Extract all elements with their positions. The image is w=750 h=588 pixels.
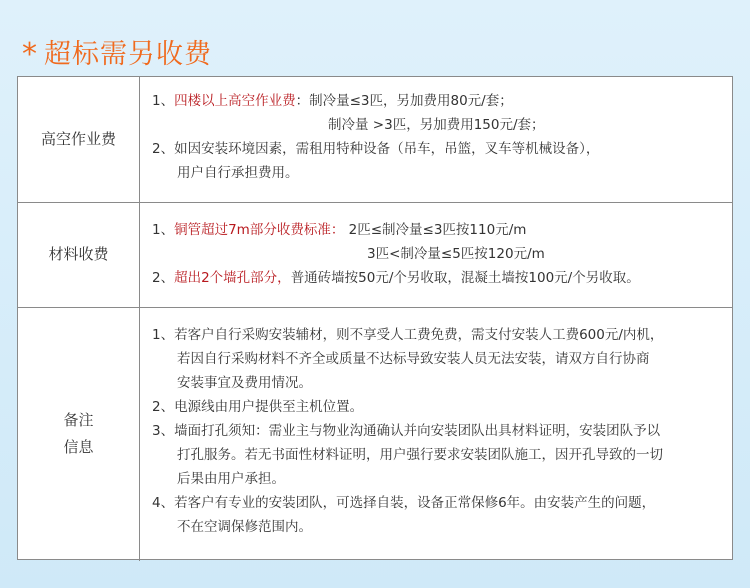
list-item: 若因自行采购材料不齐全或质量不达标导致安装人员无法安装，请双方自行协商 <box>177 351 650 367</box>
item-text: ：制冷量≤3匹，另加费用80元/套； <box>295 93 513 109</box>
list-item: 打孔服务。若无书面性材料证明，用户强行要求安装团队施工，因开孔导致的一切 <box>177 447 663 463</box>
table-row-material-fee <box>18 202 732 308</box>
asterisk-icon: * <box>22 37 38 72</box>
item-number: 1、 <box>152 93 175 109</box>
list-item: 安装事宜及费用情况。 <box>177 375 312 391</box>
page-title <box>22 32 212 71</box>
list-item: 用户自行承担费用。 <box>177 165 299 181</box>
list-item: 后果由用户承担。 <box>177 471 285 487</box>
highlight-text: 超出2个墙孔部分， <box>174 270 291 286</box>
item-text: 2匹≤制冷量≤3匹按110元/m <box>344 222 527 238</box>
list-item <box>152 218 526 242</box>
row-content <box>140 77 732 202</box>
item-text: 普通砖墙按50元/个另收取，混凝土墙按100元/个另收取。 <box>290 270 640 286</box>
list-item: 不在空调保修范围内。 <box>177 519 312 535</box>
list-item: 制冷量 >3匹，另加费用150元/套； <box>328 117 545 133</box>
row-label-line: 备注 <box>63 411 94 429</box>
list-item <box>152 266 640 290</box>
row-content <box>140 307 732 561</box>
fee-table <box>17 76 733 560</box>
row-label: 材料收费 <box>18 202 140 307</box>
list-item: 1、若客户自行采购安装辅材，则不享受人工费免费，需支付安装人工费600元/内机， <box>152 327 664 343</box>
page-title-text: 超标需另收费 <box>44 39 212 70</box>
list-item: 3匹<制冷量≤5匹按120元/m <box>367 246 545 262</box>
row-label-line: 信息 <box>63 438 94 456</box>
list-item: 4、若客户有专业的安装团队，可选择自装，设备正常保修6年。由安装产生的问题， <box>152 495 656 511</box>
list-item: 3、墙面打孔须知：需业主与物业沟通确认并向安装团队出具材料证明，安装团队予以 <box>152 423 661 439</box>
row-content <box>140 202 732 307</box>
table-row-remarks <box>18 307 732 561</box>
item-number: 2、 <box>152 270 175 286</box>
row-label: 高空作业费 <box>18 77 140 202</box>
row-label <box>18 307 140 561</box>
highlight-text: 四楼以上高空作业费 <box>174 93 296 109</box>
list-item: 2、如因安装环境因素，需租用特种设备（吊车，吊篮，叉车等机械设备）， <box>152 141 600 157</box>
item-number: 1、 <box>152 222 175 238</box>
list-item: 2、电源线由用户提供至主机位置。 <box>152 399 364 415</box>
list-item <box>152 89 513 113</box>
highlight-text: 铜管超过7m部分收费标准： <box>174 222 345 238</box>
table-row-high-altitude <box>18 77 732 203</box>
